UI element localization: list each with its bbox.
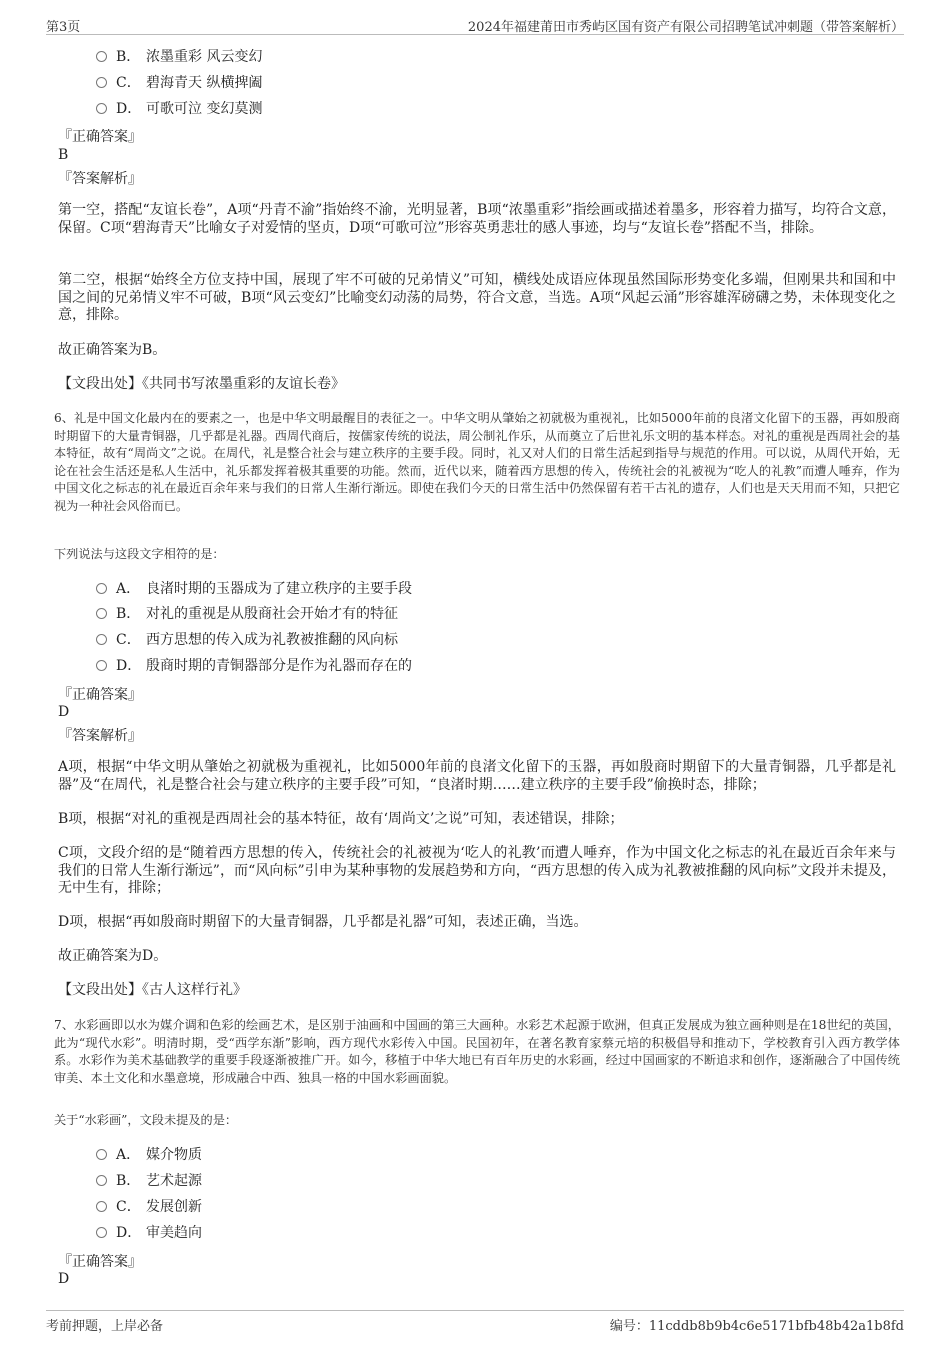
radio-icon[interactable] (96, 583, 107, 594)
q5-answer-label: 『正确答案』 (58, 129, 142, 145)
radio-icon[interactable] (96, 608, 107, 619)
q6-analysis-c: C项，文段介绍的是“随着西方思想的传入，传统社会的礼被视为‘吃人的礼教’而遭人唾弃，作为中国文化之标志的礼在最近百余年来与我们的日常人生渐行渐远”，而“风向标”引申为某种事物的发展趋势和方向，“西方思想的传入成为礼教被推翻的风向标”文段并未提及，无中生有，排除； (58, 845, 896, 896)
q6-answer: D (58, 704, 70, 720)
q7-option-a[interactable]: A． 媒介物质 (96, 1145, 202, 1165)
q7-stem: 7、水彩画即以水为媒介调和色彩的绘画艺术，是区别于油画和中国画的第三大画种。水彩艺术起源于欧洲，但真正发展成为独立画种则是在18世纪的英国，此为“现代水彩”。明清时期，受“西学东渐”影响，西方现代水彩传入中国。民国初年，在著名教育家蔡元培的积极倡导和推动下，学校教育引入西方教学体系。水彩作为美术基础教学的重要手段逐渐被推广开。如今，移植于中华大地已有百年历史的水彩画，经过中国画家的不断追求和创作，逐渐融合了中国传统审美、本土文化和水墨意境，形成融合中西、独具一格的中国水彩画面貌。 (54, 1018, 900, 1085)
q5-analysis-label: 『答案解析』 (58, 171, 142, 187)
q6-analysis-conclusion: 故正确答案为D。 (58, 948, 168, 964)
q6-stem: 6、礼是中国文化最内在的要素之一，也是中华文明最醒目的表征之一。中华文明从肇始之初就极为重视礼，比如5000年前的良渚文化留下的玉器，再如殷商时期留下的大量青铜器，几乎都是礼器。西周代商后，按儒家传统的说法，周公制礼作乐，从而奠立了后世礼乐文明的基本样态。对礼的重视是西周社会的基本特征，故有“周尚文”之说。在周代，礼是整合社会与建立秩序的主要手段。同时，礼又对人们的日常生活起到指导与规范的作用。可以说，从周代开始，无论在社会生活还是私人生活中，礼乐都发挥着极其重要的功能。然而，近代以来，随着西方思想的传入，传统社会的礼被视为“吃人的礼教”而遭人唾弃，作为中国文化之标志的礼在最近百余年来与我们的日常人生渐行渐远。即使在我们今天的日常生活中仍然保留有若干古礼的遗存，人们也是天天用而不知，只把它视为一种社会风俗而已。 (54, 411, 900, 513)
q6-answer-label: 『正确答案』 (58, 687, 142, 703)
q5-option-b[interactable]: B． 浓墨重彩 风云变幻 (96, 47, 262, 67)
radio-icon[interactable] (96, 634, 107, 645)
q5-option-d[interactable]: D． 可歌可泣 变幻莫测 (96, 99, 262, 119)
q7-option-d[interactable]: D． 审美趋向 (96, 1223, 202, 1243)
footer-slogan: 考前押题，上岸必备 (46, 1319, 164, 1334)
radio-icon[interactable] (96, 77, 107, 88)
q6-prompt: 下列说法与这段文字相符的是： (54, 547, 225, 561)
radio-icon[interactable] (96, 51, 107, 62)
radio-icon[interactable] (96, 103, 107, 114)
q6-option-d[interactable]: D． 殷商时期的青铜器部分是作为礼器而存在的 (96, 656, 412, 676)
q6-analysis-a: A项，根据“中华文明从肇始之初就极为重视礼，比如5000年前的良渚文化留下的玉器，再如殷商时期留下的大量青铜器，几乎都是礼器”及“在周代，礼是整合社会与建立秩序的主要手段”可知，“良渚时期……建立秩序的主要手段”偷换时态，排除； (58, 759, 896, 793)
q5-analysis-3: 故正确答案为B。 (58, 342, 167, 358)
q5-source: 【文段出处】《共同书写浓墨重彩的友谊长卷》 (58, 376, 345, 392)
radio-icon[interactable] (96, 1149, 107, 1160)
q7-answer: D (58, 1271, 70, 1287)
q7-prompt: 关于“水彩画”，文段未提及的是： (54, 1113, 238, 1127)
radio-icon[interactable] (96, 660, 107, 671)
footer-id: 编号：11cddb8b9b4c6e5171bfb48b42a1b8fd (609, 1319, 904, 1334)
page-number: 第3页 (46, 20, 81, 35)
page-header (46, 14, 904, 35)
q6-option-c[interactable]: C． 西方思想的传入成为礼教被推翻的风向标 (96, 630, 398, 650)
radio-icon[interactable] (96, 1175, 107, 1186)
q6-analysis-b: B项，根据“对礼的重视是西周社会的基本特征，故有‘周尚文’之说”可知，表述错误，排除； (58, 811, 624, 827)
q7-option-c[interactable]: C． 发展创新 (96, 1197, 202, 1217)
q5-option-c[interactable]: C． 碧海青天 纵横捭阖 (96, 73, 262, 93)
q5-analysis-2: 第二空，根据“始终全方位支持中国，展现了牢不可破的兄弟情义”可知，横线处成语应体现虽然国际形势变化多端，但刚果共和国和中国之间的兄弟情义牢不可破，B项“风云变幻”比喻变幻动荡的局势，符合文意，当选。A项“风起云涌”形容雄浑磅礴之势，未体现变化之意，排除。 (58, 272, 896, 323)
q6-source: 【文段出处】《古人这样行礼》 (58, 982, 247, 998)
q5-analysis-1: 第一空，搭配“友谊长卷”，A项“丹青不渝”指始终不渝，光明显著，B项“浓墨重彩”指绘画或描述着墨多，形容着力描写，均符合文意，保留。C项“碧海青天”比喻女子对爱情的坚贞，D项“可歌可泣”形容英勇悲壮的感人事迹，均与“友谊长卷”搭配不当，排除。 (58, 202, 896, 236)
radio-icon[interactable] (96, 1227, 107, 1238)
q7-option-b[interactable]: B． 艺术起源 (96, 1171, 202, 1191)
q5-answer: B (58, 147, 69, 163)
document-title: 2024年福建莆田市秀屿区国有资产有限公司招聘笔试冲刺题（带答案解析） (467, 20, 904, 35)
q6-option-a[interactable]: A． 良渚时期的玉器成为了建立秩序的主要手段 (96, 579, 412, 599)
radio-icon[interactable] (96, 1201, 107, 1212)
q6-option-b[interactable]: B． 对礼的重视是从殷商社会开始才有的特征 (96, 604, 398, 624)
q6-analysis-label: 『答案解析』 (58, 728, 142, 744)
q6-analysis-d: D项，根据“再如殷商时期留下的大量青铜器，几乎都是礼器”可知，表述正确，当选。 (58, 914, 588, 930)
page-footer (46, 1310, 904, 1333)
q7-answer-label: 『正确答案』 (58, 1254, 142, 1270)
